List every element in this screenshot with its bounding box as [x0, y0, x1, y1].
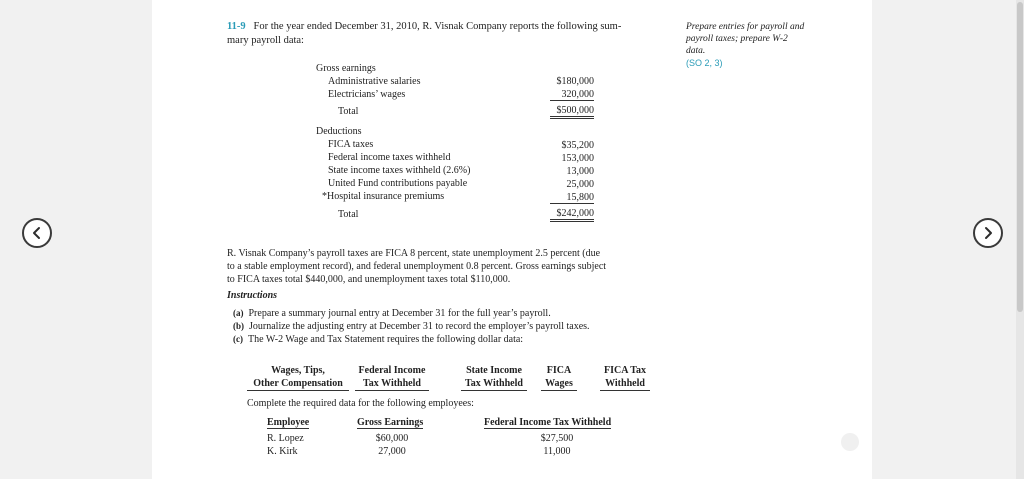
problem-intro-line2: mary payroll data: — [227, 35, 304, 46]
instruction-item — [233, 334, 523, 345]
instruction-letter: (c) — [233, 334, 243, 344]
employee-name: R. Lopez — [267, 433, 304, 444]
w2-header-line: Tax Withheld — [355, 377, 429, 391]
deduction-item-amount: 25,000 — [566, 179, 594, 190]
employee-name: K. Kirk — [267, 446, 298, 457]
next-page-button[interactable] — [973, 218, 1003, 248]
deduction-item-label: United Fund contributions payable — [328, 178, 468, 189]
w2-header-line: Other Compensation — [247, 377, 349, 391]
deduction-item-amount: 15,800 — [550, 192, 594, 204]
vertical-scrollbar[interactable] — [1016, 0, 1024, 479]
w2-header-federal — [355, 364, 429, 391]
gross-total-amount: $500,000 — [550, 105, 594, 119]
instruction-letter: (a) — [233, 308, 244, 318]
w2-header-line: Federal Income — [358, 365, 426, 376]
payroll-tax-line3: to FICA taxes total $440,000, and unemployment taxes total $110,000. — [227, 274, 511, 285]
margin-note-line3: data. — [686, 46, 706, 56]
payroll-tax-line1: R. Visnak Company’s payroll taxes are FICA 8 percent, state unemployment 2.5 percent (due — [227, 248, 601, 259]
problem-intro-line1: For the year ended December 31, 2010, R. Visnak Company reports the following sum- — [253, 21, 622, 32]
scrollbar-thumb[interactable] — [1017, 2, 1023, 312]
chevron-left-icon — [30, 226, 44, 240]
w2-header-line: FICA — [546, 365, 572, 376]
w2-header-line: Wages — [541, 377, 577, 391]
faint-circle — [841, 433, 859, 451]
gross-item-amount: 320,000 — [550, 89, 594, 101]
deductions-total-label: Total — [338, 209, 359, 220]
w2-header-line: Wages, Tips, — [271, 365, 325, 376]
deduction-item-amount: 153,000 — [561, 153, 594, 164]
instruction-letter: (b) — [233, 321, 244, 331]
deductions-total-amount: $242,000 — [550, 208, 594, 222]
problem-number: 11-9 — [227, 21, 246, 32]
w2-header-line: Tax Withheld — [461, 377, 527, 391]
instruction-item — [233, 321, 590, 332]
textbook-page — [152, 0, 872, 479]
w2-header-line: FICA Tax — [604, 365, 646, 376]
w2-header-fica-withheld — [600, 364, 650, 391]
employee-table-header: Federal Income Tax Withheld — [484, 417, 612, 428]
deduction-item-amount: 13,000 — [566, 166, 594, 177]
margin-note-line1: Prepare entries for payroll and — [686, 22, 805, 32]
w2-header-state — [461, 364, 527, 391]
w2-header-fica-wages — [541, 364, 577, 391]
instruction-text: Journalize the adjusting entry at December 31 to record the employer’s payroll taxes. — [249, 321, 590, 332]
gross-item-label: Administrative salaries — [328, 76, 421, 87]
problem-header — [227, 21, 621, 32]
deductions-heading: Deductions — [316, 126, 362, 137]
employee-table-header: Gross Earnings — [357, 417, 424, 428]
w2-header-wages — [247, 364, 349, 391]
deduction-item-label: FICA taxes — [328, 139, 374, 150]
employee-federal: $27,500 — [540, 433, 574, 444]
deduction-item-label: *Hospital insurance premiums — [322, 191, 445, 202]
instructions-heading: Instructions — [227, 290, 278, 301]
gross-item-label: Electricians’ wages — [328, 89, 406, 100]
employee-table-header: Employee — [267, 417, 310, 428]
employee-gross: $60,000 — [375, 433, 409, 444]
employee-gross: 27,000 — [378, 446, 406, 457]
margin-note-line2: payroll taxes; prepare W-2 — [686, 34, 788, 44]
chevron-right-icon — [981, 226, 995, 240]
prev-page-button[interactable] — [22, 218, 52, 248]
instruction-text: The W-2 Wage and Tax Statement requires the following dollar data: — [248, 334, 524, 345]
gross-earnings-heading: Gross earnings — [316, 63, 376, 74]
gross-total-label: Total — [338, 106, 359, 117]
gross-item-amount: $180,000 — [556, 76, 594, 87]
deduction-item-label: State income taxes withheld (2.6%) — [328, 165, 471, 176]
instruction-item — [233, 308, 551, 319]
complete-text: Complete the required data for the following employees: — [247, 398, 474, 409]
study-objectives: (SO 2, 3) — [686, 58, 723, 68]
deduction-item-amount: $35,200 — [561, 140, 594, 151]
deduction-item-label: Federal income taxes withheld — [328, 152, 451, 163]
instruction-text: Prepare a summary journal entry at December 31 for the full year’s payroll. — [248, 308, 551, 319]
margin-note — [686, 21, 804, 69]
w2-header-line: State Income — [466, 365, 522, 376]
employee-federal: 11,000 — [543, 446, 571, 457]
w2-header-line: Withheld — [600, 377, 650, 391]
payroll-tax-line2: to a stable employment record), and federal unemployment 0.8 percent. Gross earnings subject — [227, 261, 607, 272]
